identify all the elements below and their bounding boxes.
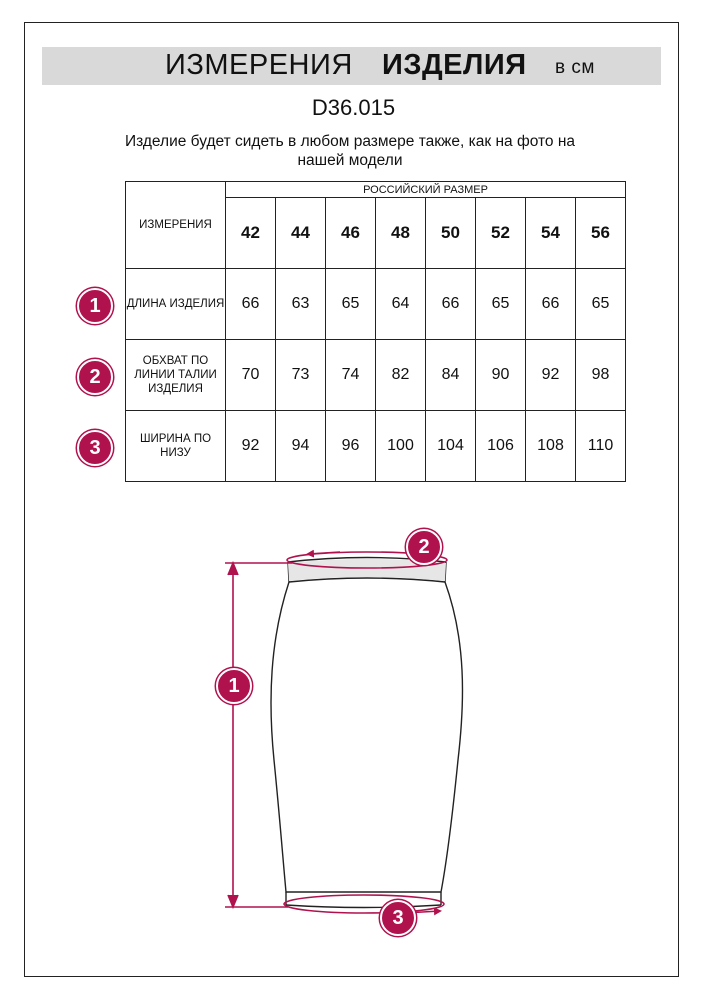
table-cell: 110	[576, 411, 626, 482]
row-badge-1: 1	[77, 288, 113, 324]
table-cell: 66	[426, 269, 476, 340]
table-cell: 66	[526, 269, 576, 340]
hem-badge: 3	[380, 900, 416, 936]
table-cell: 90	[476, 340, 526, 411]
title-regular: ИЗМЕРЕНИЯ	[165, 49, 353, 81]
size-header: 48	[376, 198, 426, 269]
row-label: ШИРИНА ПО НИЗУ	[126, 411, 226, 482]
table-cell: 63	[276, 269, 326, 340]
length-badge: 1	[216, 668, 252, 704]
table-cell: 92	[526, 340, 576, 411]
table-cell: 64	[376, 269, 426, 340]
title-bold: ИЗДЕЛИЯ	[382, 49, 527, 81]
hem-width-line	[284, 895, 444, 913]
table-cell: 104	[426, 411, 476, 482]
table-cell: 65	[326, 269, 376, 340]
table-cell: 92	[226, 411, 276, 482]
size-header: 46	[326, 198, 376, 269]
table-cell: 94	[276, 411, 326, 482]
size-header: 56	[576, 198, 626, 269]
size-group-header: РОССИЙСКИЙ РАЗМЕР	[226, 182, 626, 198]
measure-header: ИЗМЕРЕНИЯ	[126, 182, 226, 269]
product-code: D36.015	[311, 95, 396, 120]
waist-badge: 2	[406, 529, 442, 565]
size-header: 54	[526, 198, 576, 269]
row-badge-2: 2	[77, 359, 113, 395]
table-cell: 106	[476, 411, 526, 482]
row-label: ОБХВАТ ПО ЛИНИИ ТАЛИИ ИЗДЕЛИЯ	[126, 340, 226, 411]
table-cell: 96	[326, 411, 376, 482]
table-cell: 74	[326, 340, 376, 411]
length-line	[225, 563, 292, 907]
table-cell: 65	[476, 269, 526, 340]
skirt-outline	[271, 558, 463, 908]
table-cell: 66	[226, 269, 276, 340]
waist-arrow	[308, 552, 340, 554]
size-header: 52	[476, 198, 526, 269]
table-cell: 100	[376, 411, 426, 482]
table-cell: 82	[376, 340, 426, 411]
table-cell: 84	[426, 340, 476, 411]
table-cell: 70	[226, 340, 276, 411]
row-badge-3: 3	[77, 430, 113, 466]
unit-label: в см	[555, 57, 595, 78]
table-cell: 73	[276, 340, 326, 411]
table-cell: 65	[576, 269, 626, 340]
row-label: ДЛИНА ИЗДЕЛИЯ	[126, 269, 226, 340]
size-header: 44	[276, 198, 326, 269]
size-header: 42	[226, 198, 276, 269]
table-cell: 108	[526, 411, 576, 482]
fit-note: Изделие будет сидеть в любом размере также, как на фото на нашей модели	[124, 133, 576, 169]
table-cell: 98	[576, 340, 626, 411]
size-header: 50	[426, 198, 476, 269]
